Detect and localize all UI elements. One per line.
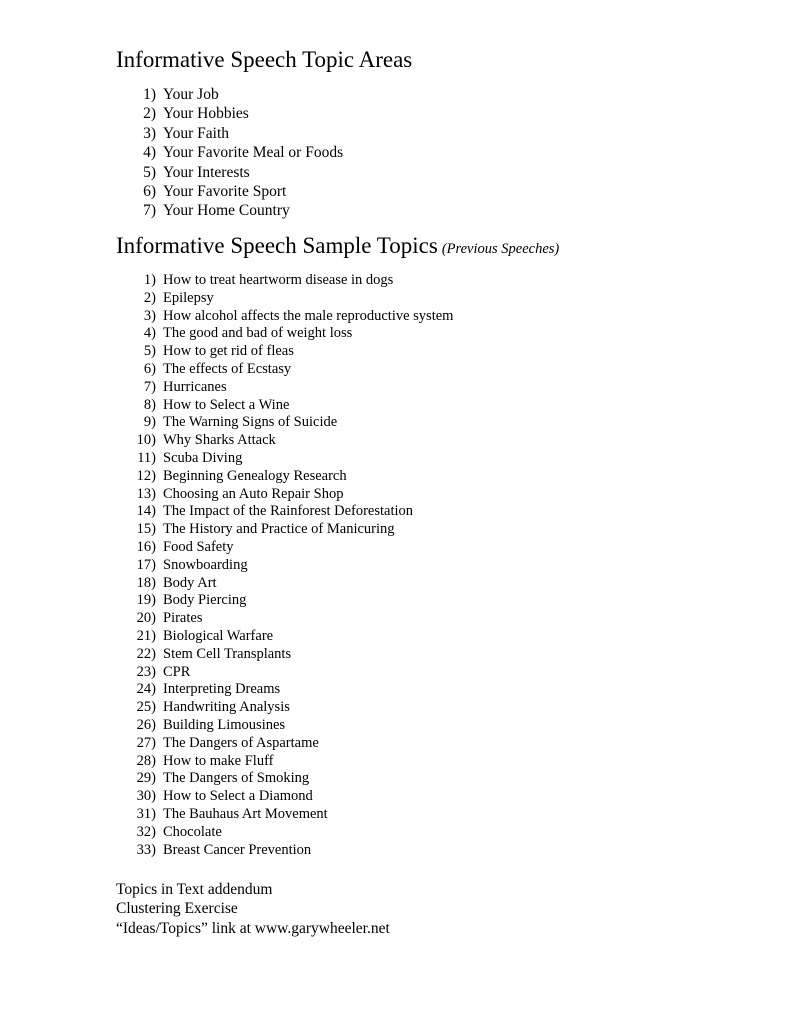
list-item-number: 3) (143, 124, 156, 142)
footer-line-ideas-link: “Ideas/Topics” link at www.garywheeler.net (116, 919, 390, 937)
list-item-label: Biological Warfare (163, 627, 274, 644)
list-item (136, 841, 453, 860)
list-item-number: 5) (143, 343, 156, 360)
list-item-number: 24) (136, 681, 156, 698)
list-item-label: Your Interests (163, 163, 250, 181)
list-item (143, 201, 343, 220)
list-item-label: How to treat heartworm disease in dogs (163, 272, 394, 288)
list-item (136, 645, 453, 664)
list-item-number: 13) (136, 485, 156, 502)
list-item-label: Building Limousines (163, 716, 286, 733)
list-item-label: Your Faith (163, 124, 230, 142)
list-item (136, 699, 453, 717)
list-item-number: 12) (136, 467, 156, 484)
list-item (143, 360, 453, 379)
list-item-label: The Warning Signs of Suicide (163, 414, 338, 431)
list-item (136, 823, 453, 842)
list-item-number: 27) (136, 734, 156, 751)
list-item (143, 289, 453, 308)
list-item-number: 19) (136, 592, 156, 609)
list-item-label: The effects of Ecstasy (163, 360, 292, 377)
list-item (143, 343, 453, 361)
list-item (136, 681, 453, 699)
list-item-label: CPR (163, 663, 191, 680)
list-item-number: 28) (136, 752, 156, 769)
list-item-label: Your Home Country (163, 202, 290, 220)
list-item-number: 17) (136, 556, 156, 573)
list-item-number: 9) (143, 414, 156, 431)
list-item-label: Choosing an Auto Repair Shop (163, 485, 344, 502)
list-item (143, 396, 453, 415)
list-item-label: How to get rid of fleas (163, 343, 294, 360)
list-item-number: 5) (143, 163, 156, 181)
list-item-number: 2) (143, 105, 156, 123)
list-item (143, 307, 454, 326)
list-item-label: Your Hobbies (163, 105, 249, 123)
list-item-label: Body Piercing (163, 592, 247, 609)
list-item-label: Pirates (163, 610, 203, 627)
list-item-number: 21) (136, 627, 156, 644)
topic-areas-title: Informative Speech Topic Areas (116, 47, 413, 72)
list-item (136, 734, 453, 753)
list-item (136, 485, 453, 504)
list-item (136, 432, 453, 450)
list-item-label: The Impact of the Rainforest Deforestation (163, 503, 414, 520)
list-item-number: 3) (143, 307, 156, 324)
list-item-label: Why Sharks Attack (163, 432, 276, 449)
list-item-label: Scuba Diving (163, 449, 243, 466)
list-item-label: The Dangers of Aspartame (163, 734, 319, 751)
list-item-label: How alcohol affects the male reproductive system (163, 307, 454, 324)
list-item-number: 7) (143, 202, 156, 220)
footer-line-text-addendum: Topics in Text addendum (116, 881, 273, 898)
list-item (136, 503, 453, 521)
previous-speeches-note: (Previous Speeches) (441, 241, 560, 257)
list-item-number: 16) (136, 538, 156, 555)
list-item (143, 85, 343, 104)
list-item-number: 11) (137, 449, 156, 466)
sample-topics-heading (116, 233, 559, 262)
list-item-label: The History and Practice of Manicuring (163, 521, 395, 538)
list-item-number: 2) (143, 289, 156, 306)
list-item (136, 663, 453, 682)
list-item-number: 4) (143, 325, 156, 342)
list-item-number: 26) (136, 716, 156, 733)
list-item (136, 556, 453, 575)
topic-areas-list (143, 85, 344, 221)
list-item-number: 1) (143, 272, 156, 288)
footer-notes (116, 880, 390, 938)
list-item-label: The Dangers of Smoking (163, 770, 310, 787)
list-item (143, 182, 343, 201)
topic-areas-heading (116, 47, 412, 73)
list-item-label: Chocolate (163, 823, 222, 840)
list-item-label: Body Art (163, 574, 217, 591)
list-item-label: Hurricanes (163, 378, 227, 395)
list-item-label: Interpreting Dreams (163, 681, 281, 698)
list-item-number: 7) (143, 378, 156, 395)
list-item-number: 25) (136, 699, 156, 716)
list-item-label: Epilepsy (163, 289, 214, 306)
list-item-number: 30) (136, 788, 156, 805)
list-item-number: 6) (143, 183, 156, 201)
list-item-number: 14) (136, 503, 156, 520)
list-item-number: 20) (136, 610, 156, 627)
list-item-number: 15) (136, 521, 156, 538)
list-item-number: 6) (143, 360, 156, 377)
list-item (136, 538, 453, 557)
list-item (136, 716, 453, 735)
list-item-label: The Bauhaus Art Movement (163, 805, 328, 822)
list-item-number: 31) (136, 805, 156, 822)
list-item (143, 124, 343, 143)
list-item-label: Handwriting Analysis (163, 699, 290, 716)
footer-line-clustering: Clustering Exercise (116, 900, 238, 918)
list-item (137, 449, 453, 468)
list-item (136, 467, 453, 486)
list-item (136, 752, 453, 771)
list-item (136, 574, 453, 593)
sample-topics-list (136, 272, 454, 859)
list-item (143, 163, 343, 182)
list-item-label: How to Select a Wine (163, 396, 290, 413)
list-item (143, 325, 453, 343)
list-item (143, 378, 453, 397)
list-item-label: How to make Fluff (163, 752, 274, 769)
list-item (143, 143, 344, 162)
list-item-label: Your Favorite Sport (163, 183, 287, 201)
list-item-label: Breast Cancer Prevention (163, 841, 312, 858)
sample-topics-title: Informative Speech Sample Topics (116, 233, 438, 258)
list-item-label: How to Select a Diamond (163, 788, 313, 805)
list-item-label: Snowboarding (163, 556, 248, 573)
list-item-label: Stem Cell Transplants (163, 645, 292, 662)
list-item (136, 770, 453, 788)
list-item (136, 610, 453, 628)
list-item-number: 29) (136, 770, 156, 787)
list-item-label: The good and bad of weight loss (163, 325, 353, 342)
list-item-number: 4) (143, 144, 156, 162)
list-item-number: 1) (143, 86, 156, 103)
list-item (136, 805, 453, 824)
list-item (136, 788, 453, 806)
list-item (143, 414, 453, 432)
list-item-number: 22) (136, 645, 156, 662)
list-item (136, 592, 453, 610)
list-item-number: 10) (136, 432, 156, 449)
list-item-number: 23) (136, 663, 156, 680)
list-item (136, 627, 453, 646)
list-item-label: Food Safety (163, 538, 234, 555)
list-item-label: Beginning Genealogy Research (163, 467, 347, 484)
list-item-number: 8) (143, 396, 156, 413)
list-item-label: Your Job (163, 86, 219, 103)
list-item (143, 104, 343, 123)
list-item-label: Your Favorite Meal or Foods (163, 144, 344, 162)
list-item (143, 272, 453, 290)
list-item-number: 18) (136, 574, 156, 591)
list-item (136, 521, 453, 539)
list-item-number: 32) (136, 823, 156, 840)
list-item-number: 33) (136, 841, 156, 858)
